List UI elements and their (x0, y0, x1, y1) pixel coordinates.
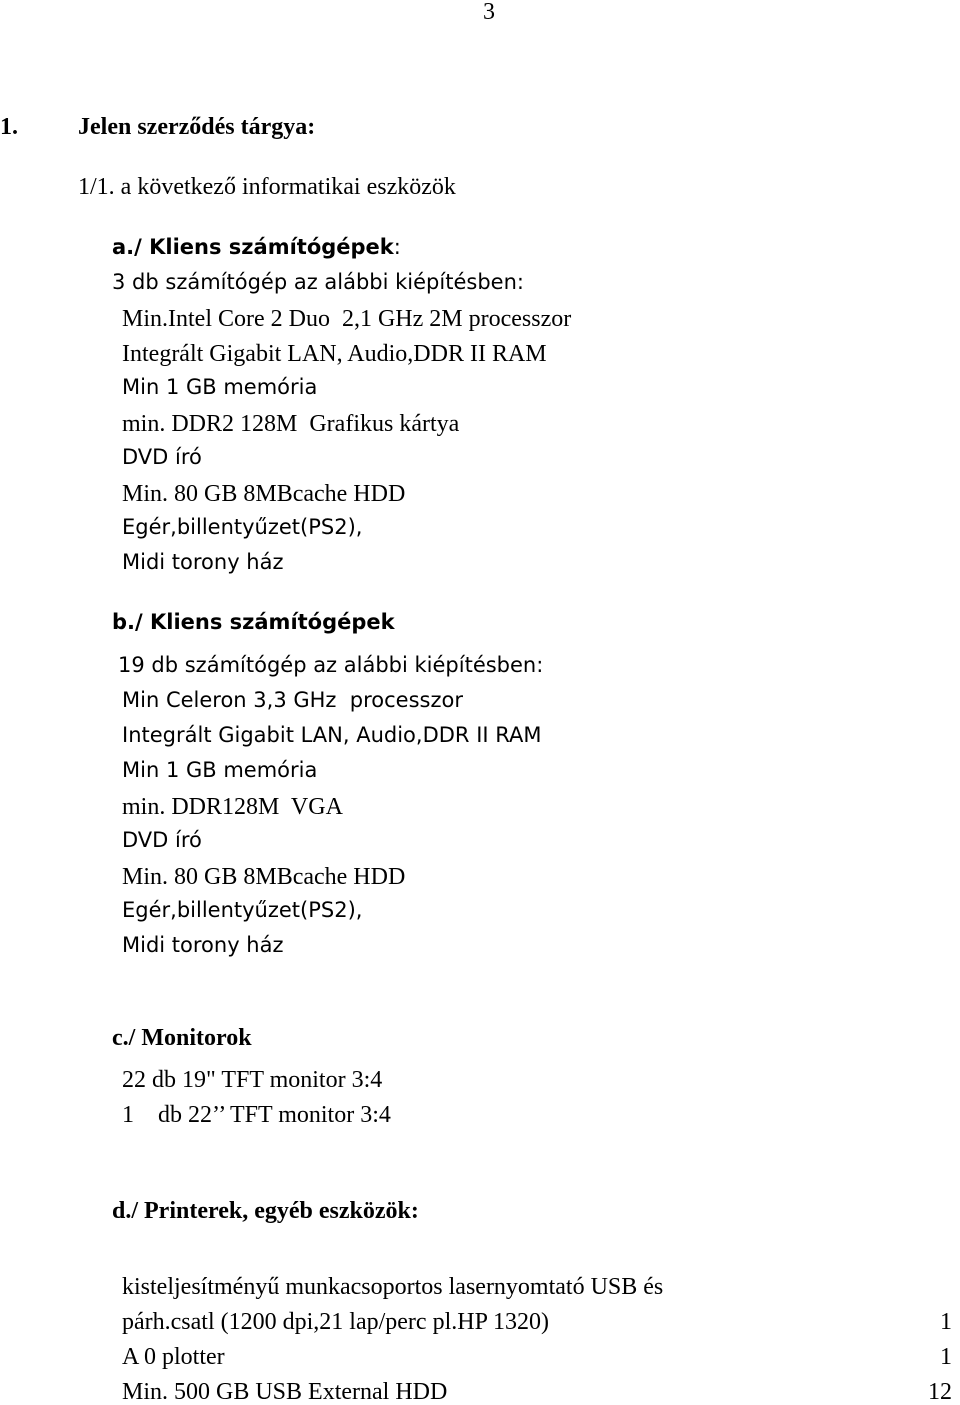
block-b-line: Egér,billentyűzet(PS2), (122, 898, 363, 922)
item-text: Min. 500 GB USB External HDD (122, 1379, 448, 1405)
item-qty: 1 (940, 1344, 952, 1370)
block-d-heading: d./ Printerek, egyéb eszközök: (112, 1198, 419, 1224)
block-b-line: Integrált Gigabit LAN, Audio,DDR II RAM (122, 723, 542, 747)
block-c-line: 22 db 19" TFT monitor 3:4 (122, 1067, 383, 1093)
block-b-line: DVD író (122, 828, 202, 852)
item-text: A 0 plotter (122, 1344, 225, 1370)
block-b-line: min. DDR128M VGA (122, 794, 343, 820)
block-a-heading (112, 237, 401, 258)
block-a-line: min. DDR2 128M Grafikus kártya (122, 411, 460, 437)
block-a-line: 3 db számítógép az alábbi kiépítésben: (112, 270, 524, 294)
block-a-line: Min 1 GB memória (122, 375, 318, 399)
section-title: Jelen szerződés tárgya: (78, 114, 316, 140)
block-a-line: Min.Intel Core 2 Duo 2,1 GHz 2M processzor (122, 306, 572, 332)
block-a-line: DVD író (122, 445, 202, 469)
block-a-line: Integrált Gigabit LAN, Audio,DDR II RAM (122, 341, 547, 367)
section-number: 1. (0, 114, 18, 140)
item-text: párh.csatl (1200 dpi,21 lap/perc pl.HP 1320) (122, 1309, 550, 1335)
item-text: kisteljesítményű munkacsoportos lasernyomtató USB és (122, 1274, 664, 1300)
block-a-heading-text: a./ Kliens számítógépek (112, 235, 394, 259)
block-c-heading: c./ Monitorok (112, 1025, 252, 1051)
block-b-line: Min. 80 GB 8MBcache HDD (122, 864, 406, 890)
page-number: 3 (483, 0, 495, 25)
block-a-line: Midi torony ház (122, 550, 284, 574)
block-a-line: Egér,billentyűzet(PS2), (122, 515, 363, 539)
block-b-line: Midi torony ház (122, 933, 284, 957)
block-a-heading-colon: : (393, 235, 401, 259)
block-c-line: 1 db 22’’ TFT monitor 3:4 (122, 1102, 391, 1128)
block-b-line: Min Celeron 3,3 GHz processzor (122, 688, 463, 712)
block-a-line: Min. 80 GB 8MBcache HDD (122, 481, 406, 507)
section-subtitle: 1/1. a következő informatikai eszközök (78, 174, 456, 200)
block-b-line: 19 db számítógép az alábbi kiépítésben: (118, 653, 544, 677)
item-qty: 12 (928, 1379, 952, 1405)
item-qty: 1 (940, 1309, 952, 1335)
block-b-heading: b./ Kliens számítógépek (112, 610, 395, 634)
block-b-line: Min 1 GB memória (122, 758, 318, 782)
